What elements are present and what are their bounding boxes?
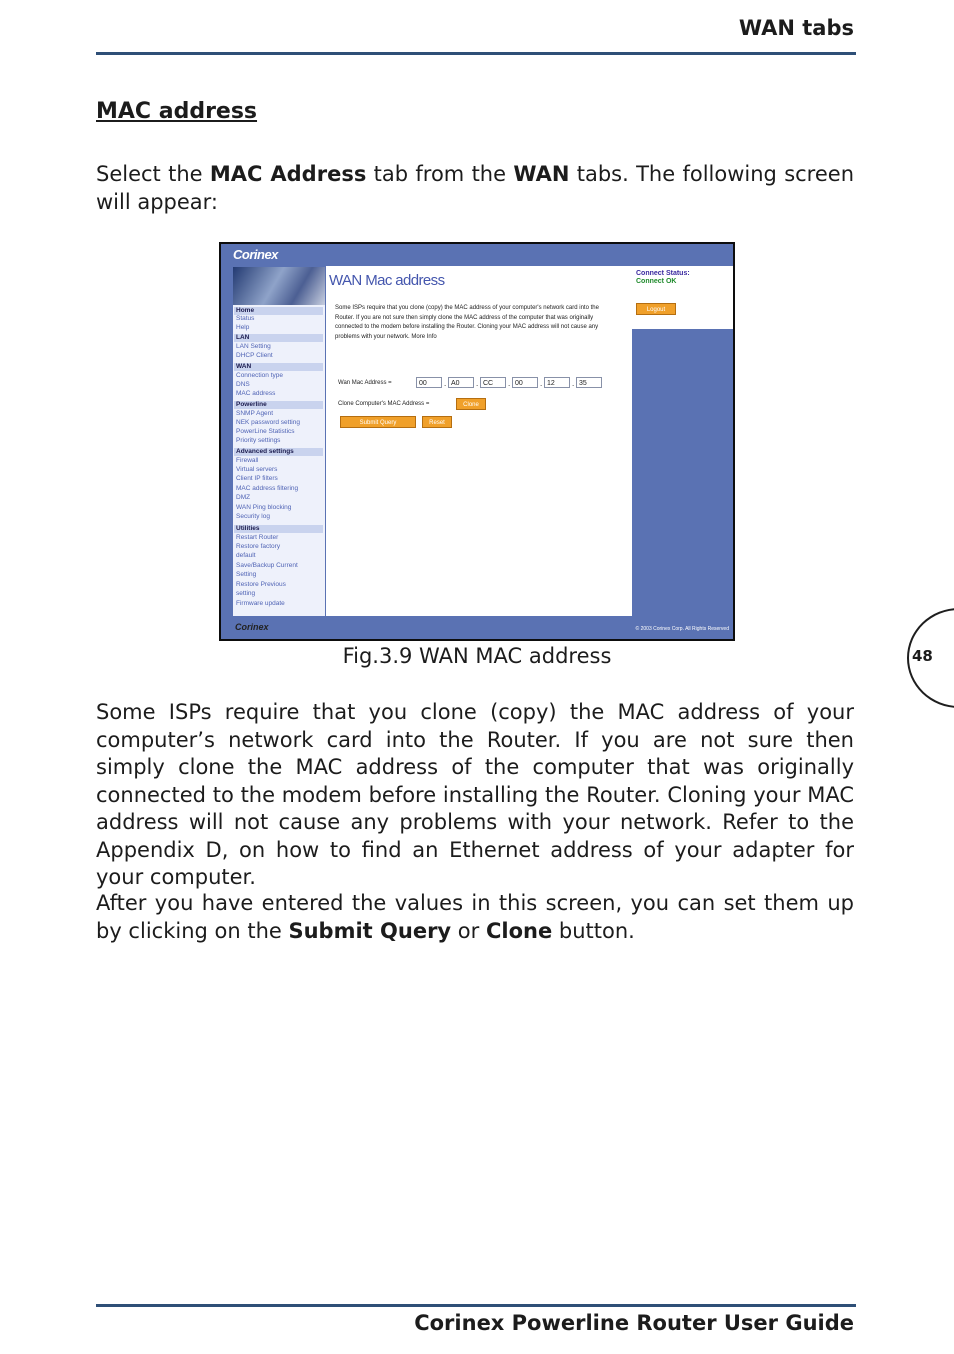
nav-dhcp-client[interactable]: DHCP Client — [236, 352, 273, 359]
nav-restore-previous[interactable]: Restore Previous — [236, 581, 286, 588]
body2-text-1: After you have entered the values in this screen, you can set them up by clicking on the — [96, 891, 854, 943]
octet-separator: . — [540, 379, 543, 388]
octet-separator: . — [476, 379, 479, 388]
nav-restart-router[interactable]: Restart Router — [236, 534, 279, 541]
nav-firewall[interactable]: Firewall — [236, 457, 259, 464]
nav-powerline-statistics[interactable]: PowerLine Statistics — [236, 428, 295, 435]
figure-caption: Fig.3.9 WAN MAC address — [342, 644, 612, 668]
octet-separator: . — [572, 379, 575, 388]
connect-status-label: Connect Status: — [636, 270, 690, 277]
nav-section-wan: WAN — [234, 363, 323, 371]
nav-snmp-agent[interactable]: SNMP Agent — [236, 410, 274, 417]
intro-text-3: tabs. The following screen will appear: — [96, 162, 855, 214]
router-screenshot — [219, 242, 735, 641]
nav-mac-filtering[interactable]: MAC address filtering — [236, 485, 299, 492]
mac-octet-2[interactable]: A0 — [448, 377, 474, 388]
intro-text-2: tab from the — [366, 162, 514, 186]
copyright-text: © 2003 Corinex Corp. All Rights Reserved — [635, 626, 729, 632]
nav-section-lan: LAN — [234, 334, 323, 342]
intro-bold-mac: MAC Address — [209, 162, 367, 186]
nav-help[interactable]: Help — [236, 324, 250, 331]
nav-status[interactable]: Status — [236, 315, 255, 322]
nav-restore-previous-setting[interactable]: setting — [236, 590, 256, 597]
screenshot-footer — [221, 616, 733, 639]
logout-button[interactable]: Logout — [636, 303, 676, 315]
nav-section-utilities: Utilities — [234, 525, 323, 533]
body2-bold-clone: Clone — [485, 918, 553, 943]
section-title: MAC address — [96, 99, 258, 124]
nav-wan-ping-blocking[interactable]: WAN Ping blocking — [236, 504, 292, 511]
mac-octet-6[interactable]: 35 — [576, 377, 602, 388]
wan-mac-label: Wan Mac Address = — [338, 380, 392, 386]
nav-dns[interactable]: DNS — [236, 381, 250, 388]
nav-section-advanced: Advanced settings — [234, 448, 323, 456]
connect-status-value: Connect OK — [636, 278, 677, 285]
intro-paragraph — [96, 161, 854, 216]
nav-virtual-servers[interactable]: Virtual servers — [236, 466, 278, 473]
octet-separator: . — [508, 379, 511, 388]
nav-firmware-update[interactable]: Firmware update — [236, 600, 285, 607]
body-paragraph-1: Some ISPs require that you clone (copy) the MAC address of your computer’s network card into the Router. If you are not sure then simply clone the MAC address of the computer that was originally connected to the modem before installing the Router. Cloning your MAC address will not cause any problems with your network. Refer to the Appendix D, on how to find an Ethernet address of your adapter for your computer. — [96, 700, 854, 889]
nav-connection-type[interactable]: Connection type — [236, 372, 283, 379]
panel-description: Some ISPs require that you clone (copy) the MAC address of your computer's network card into the Router. If you are not sure then simply clone the MAC address of the computer that was originally connected to the modem before installing the Router. Cloning your MAC address will not cause any problems with your network. More Info — [335, 305, 599, 340]
nav-nek-password[interactable]: NEK password setting — [236, 419, 300, 426]
nav-lan-setting[interactable]: LAN Setting — [236, 343, 271, 350]
body2-bold-submit: Submit Query — [288, 918, 452, 943]
nav-home[interactable]: Home — [234, 307, 323, 315]
page-number: 48 — [912, 647, 933, 665]
nav-security-log[interactable]: Security log — [236, 513, 270, 520]
mac-octet-1[interactable]: 00 — [416, 377, 442, 388]
nav-save-backup[interactable]: Save/Backup Current — [236, 562, 298, 569]
body-paragraph-2 — [96, 890, 854, 945]
footer-logo: Corinex — [235, 622, 269, 632]
reset-button[interactable]: Reset — [422, 416, 452, 428]
mac-octet-5[interactable]: 12 — [544, 377, 570, 388]
nav-restore-factory-default[interactable]: default — [236, 552, 256, 559]
body2-text-2: or — [451, 918, 486, 943]
header-photo — [233, 267, 325, 305]
header-rule — [96, 52, 856, 55]
nav-section-powerline: Powerline — [234, 401, 323, 409]
corinex-logo: Corinex — [233, 247, 278, 262]
submit-query-button[interactable]: Submit Query — [340, 416, 416, 428]
intro-bold-wan: WAN — [513, 162, 570, 186]
panel-title: WAN Mac address — [329, 272, 445, 289]
clone-button[interactable]: Clone — [456, 398, 486, 410]
octet-separator: . — [444, 379, 447, 388]
nav-dmz[interactable]: DMZ — [236, 494, 251, 501]
footer-rule — [96, 1304, 856, 1307]
mac-octet-4[interactable]: 00 — [512, 377, 538, 388]
nav-priority-settings[interactable]: Priority settings — [236, 437, 281, 444]
nav-client-ip-filters[interactable]: Client IP filters — [236, 475, 278, 482]
nav-save-backup-setting[interactable]: Setting — [236, 571, 257, 578]
sidebar-nav — [233, 305, 325, 616]
running-header: WAN tabs — [738, 16, 854, 40]
nav-mac-address[interactable]: MAC address — [236, 390, 276, 397]
nav-restore-factory[interactable]: Restore factory — [236, 543, 281, 550]
status-panel — [632, 266, 733, 329]
main-panel — [326, 266, 632, 616]
intro-text-1: Select the — [96, 162, 210, 186]
running-footer: Corinex Powerline Router User Guide — [414, 1311, 854, 1335]
mac-octet-3[interactable]: CC — [480, 377, 506, 388]
body2-text-3: button. — [552, 918, 635, 943]
clone-mac-label: Clone Computer's MAC Address = — [338, 401, 430, 407]
